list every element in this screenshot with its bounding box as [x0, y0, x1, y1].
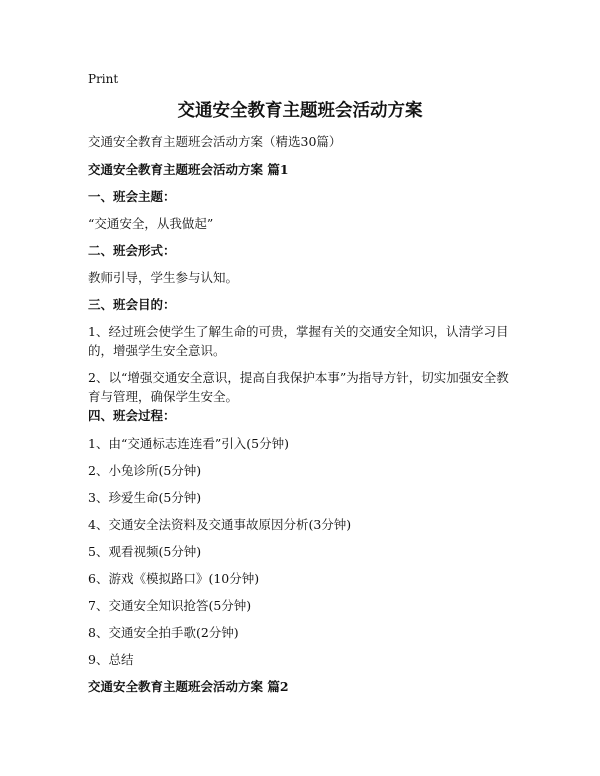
section2-heading: 交通安全教育主题班会活动方案 篇2	[88, 679, 289, 694]
theme-text: “交通安全，从我做起”	[88, 216, 214, 231]
process-item: 2、小兔诊所(5分钟)	[88, 463, 202, 478]
purpose-heading: 三、班会目的：	[88, 297, 176, 312]
process-item: 6、游戏《模拟路口》(10分钟)	[88, 571, 260, 586]
process-item: 3、珍爱生命(5分钟)	[88, 490, 202, 505]
subtitle: 交通安全教育主题班会活动方案（精选30篇）	[88, 134, 342, 149]
process-item: 7、交通安全知识抢答(5分钟)	[88, 598, 252, 613]
purpose-item-1: 1、经过班会使学生了解生命的可贵，掌握有关的交通安全知识，认清学习目的，增强学生安全意识。	[88, 324, 509, 358]
process-item: 9、总结	[88, 652, 134, 667]
process-item: 5、观看视频(5分钟)	[88, 544, 202, 559]
process-heading: 四、班会过程：	[88, 408, 176, 423]
form-text: 教师引导，学生参与认知。	[88, 270, 239, 285]
page-title: 交通安全教育主题班会活动方案	[177, 101, 423, 121]
process-item: 4、交通安全法资料及交通事故原因分析(3分钟)	[88, 517, 352, 532]
theme-heading: 一、班会主题：	[88, 189, 176, 204]
purpose-item-2: 2、以“增强交通安全意识，提高自我保护本事”为指导方针，切实加强安全教育与管理，确保学生安全。	[88, 370, 509, 404]
process-item: 1、由“交通标志连连看”引入(5分钟)	[88, 436, 289, 451]
print-label: Print	[88, 72, 119, 86]
form-heading: 二、班会形式：	[88, 243, 176, 258]
process-item: 8、交通安全拍手歌(2分钟)	[88, 625, 239, 640]
section1-heading: 交通安全教育主题班会活动方案 篇1	[88, 162, 289, 177]
